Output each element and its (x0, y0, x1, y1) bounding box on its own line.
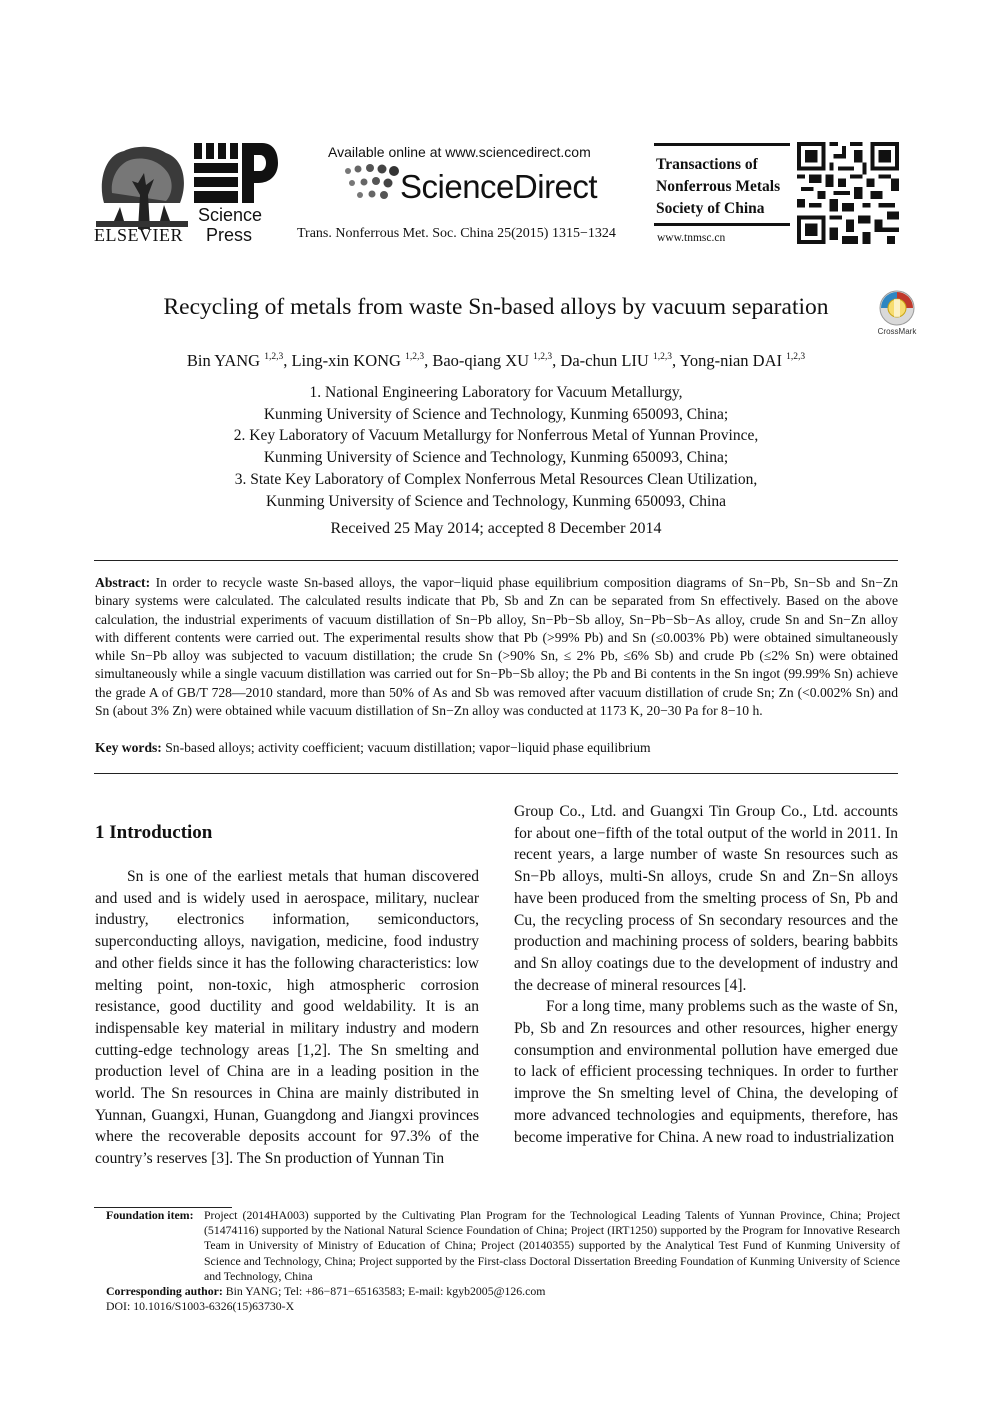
author-affiliation-marks: 1,2,3 (405, 352, 425, 362)
affiliation-line: Kunming University of Science and Technology, Kunming 650093, China (266, 492, 726, 510)
doi-footnote: DOI: 10.1016/S1003-6326(15)63730-X (106, 1299, 295, 1313)
qr-code-icon (797, 142, 899, 244)
journal-rule-bottom (654, 223, 790, 226)
foundation-footnote (106, 1208, 900, 1284)
abstract-label: Abstract: (95, 575, 151, 590)
affiliation-line: Kunming University of Science and Technology, Kunming 650093, China; (263, 405, 729, 423)
elsevier-tree-logo (94, 143, 190, 229)
author-list (0, 351, 992, 371)
foundation-text: Project (2014HA003) supported by the Cultivating Plan Program for the Technological Leading Talents of Yunnan Province, China; Project (51474116) supported by the National Natural Science Foundation of China; Project (IRT1250) supported by the Program for Innovative Research Team in University of Ministry of Education of China; Project (20140355) supported by the Analytical Test Fund of Kunming University of Science and Technology, China; Project supported by the First-class Doctoral Dissertation Breeding Foundation of Kunming University of Science and Technology, China (204, 1208, 900, 1283)
received-dates: Received 25 May 2014; accepted 8 December 2014 (330, 520, 662, 537)
affiliation-line: 3. State Key Laboratory of Complex Nonferrous Metal Resources Clean Utilization, (234, 470, 758, 488)
sciencedirect-wordmark: ScienceDirect (400, 168, 598, 205)
keywords (95, 739, 898, 757)
elsevier-wordmark: ELSEVIER (94, 225, 183, 245)
crossmark-label: CrossMark (877, 327, 917, 336)
corresponding-footnote (106, 1284, 900, 1299)
section-heading: 1 Introduction (95, 822, 213, 843)
author-separator: , (424, 351, 433, 370)
journal-citation: Trans. Nonferrous Met. Soc. China 25(2015) 1315−1324 (297, 226, 616, 241)
author-name: Yong-nian DAI (679, 351, 782, 370)
crossmark-icon[interactable] (876, 290, 918, 336)
author-name: Ling-xin KONG (291, 351, 401, 370)
abstract-rule-bottom (94, 773, 898, 774)
science-press-logo (192, 143, 278, 205)
left-column (95, 866, 479, 1170)
body-paragraph: For a long time, many problems such as the waste of Sn, Pb, Sb and Zn resources and other resources, higher energy consumption and environmental pollution have emerged due to lack of efficient processing techniques. In order to further improve the Sn smelting level of China, the developing of more advanced technologies and equipments, therefore, has become imperative for China. A new road to industrialization (514, 998, 898, 1146)
author-affiliation-marks: 1,2,3 (652, 352, 672, 362)
journal-rule-top (654, 143, 790, 146)
available-online-text: Available online at www.sciencedirect.com (328, 144, 591, 160)
author-name: Da-chun LIU (560, 351, 649, 370)
sciencedirect-dots-icon (342, 163, 400, 203)
right-column (514, 801, 898, 1148)
corresponding-text: Bin YANG; Tel: +86−871−65163583; E-mail: kgyb2005@126.com (222, 1284, 546, 1298)
journal-name-line: Society of China (656, 200, 765, 217)
author-affiliation-marks: 1,2,3 (264, 352, 284, 362)
author-separator: , (671, 351, 680, 370)
journal-name-line: Nonferrous Metals (656, 178, 781, 195)
abstract-text: In order to recycle waste Sn-based alloys, the vapor−liquid phase equilibrium composition diagrams of Sn−Pb, Sn−Sb and Sn−Zn binary systems were calculated. The calculated results indicate that Pb, Sb and Zn can be separated from Sn effectively. Based on the above calculation, the industrial experiments of vacuum distillation of Sn−Pb alloy, Sn−Pb−Sb alloy, Sn−Pb−Sb−As alloy, crude Sn and Sn−Zn alloy with different contents were carried out. The experimental results show that Pb (>99% Pb) and Sn (≤0.003% Pb) were obtained simultaneously while Sn−Pb alloy was subjected to vacuum distillation; the crude Sn (>90% Sn, ≤ 2% Pb, ≤6% Sb) and crude Pb (≤2% Sn) were obtained simultaneously while a single vacuum distillation was carried out for Sn−Pb−Sb alloy; the Pb and Bi contents in the Sn ingot (99.99% Sn) achieve the grade A of GB/T 728—2010 standard, more than 50% of As and Sb was removed after vacuum distillation of crude Sn; Zn (<0.002% Sn) and Sn (about 3% Zn) were obtained while vacuum distillation of Sn−Zn alloy was conducted at 1173 K, 20−30 Pa for 8−10 h. (95, 575, 898, 719)
affiliation-line: Kunming University of Science and Technology, Kunming 650093, China; (263, 449, 729, 467)
abstract-rule-top (94, 560, 898, 561)
keywords-text: Sn-based alloys; activity coefficient; vacuum distillation; vapor−liquid phase equilibrium (161, 740, 651, 755)
author-name: Bao-qiang XU (432, 351, 530, 370)
affiliation-line: 1. National Engineering Laboratory for Vacuum Metallurgy, (309, 384, 683, 401)
science-press-word-2: Press (206, 225, 253, 245)
body-paragraph: Group Co., Ltd. and Guangxi Tin Group Co., Ltd. accounts for about one−fifth of the total output of the world in 2011. In recent years, a large number of waste Sn resources such as Sn−Pb alloys, multi-Sn alloys, crude Sn and Zn−Sn alloys have been produced from the smelting process of Sn, Pb and Cu, the recycling process of Sn secondary resources and the production and machining process of solders, bearing babbits and Sn alloy coatings due to the development of industry and the decrease of mineral resources [4]. (514, 803, 898, 994)
body-paragraph: Sn is one of the earliest metals that human discovered and used and is widely used in aerospace, military, nuclear industry, electronics information, semiconductors, superconducting alloys, navigation, medicine, food industry and other fields since it has the following characteristics: low melting point, non-toxic, high atmospheric corrosion resistance, good ductility and good weldability. It is an indispensable key material in military industry and modern cutting-edge technology areas [1,2]. The Sn smelting and production level of China are in a leading position in the world. The Sn resources in China are mainly distributed in Yunnan, Guangxi, Hunan, Guangdong and Jiangxi provinces where the recoverable deposits account for 97.3% of the country’s reserves [3]. The Sn production of Yunnan Tin (95, 868, 479, 1168)
author-name: Bin YANG (186, 351, 261, 370)
journal-name-line: Transactions of (656, 156, 758, 173)
author-separator: , (283, 351, 292, 370)
journal-header (0, 0, 992, 260)
foundation-label: Foundation item: (106, 1208, 194, 1222)
author-affiliation-marks: 1,2,3 (533, 352, 553, 362)
journal-url: www.tnmsc.cn (657, 232, 726, 244)
affiliations (0, 382, 992, 512)
author-affiliation-marks: 1,2,3 (786, 352, 806, 362)
author-separator: , (552, 351, 561, 370)
abstract (95, 574, 898, 720)
keywords-label: Key words: (95, 740, 162, 755)
science-press-word-1: Science (198, 205, 263, 225)
paper-title: Recycling of metals from waste Sn-based alloys by vacuum separation (163, 294, 829, 320)
journal-name (656, 154, 780, 220)
affiliation-line: 2. Key Laboratory of Vacuum Metallurgy for Nonferrous Metal of Yunnan Province, (233, 427, 759, 445)
corresponding-label: Corresponding author: (106, 1284, 223, 1298)
